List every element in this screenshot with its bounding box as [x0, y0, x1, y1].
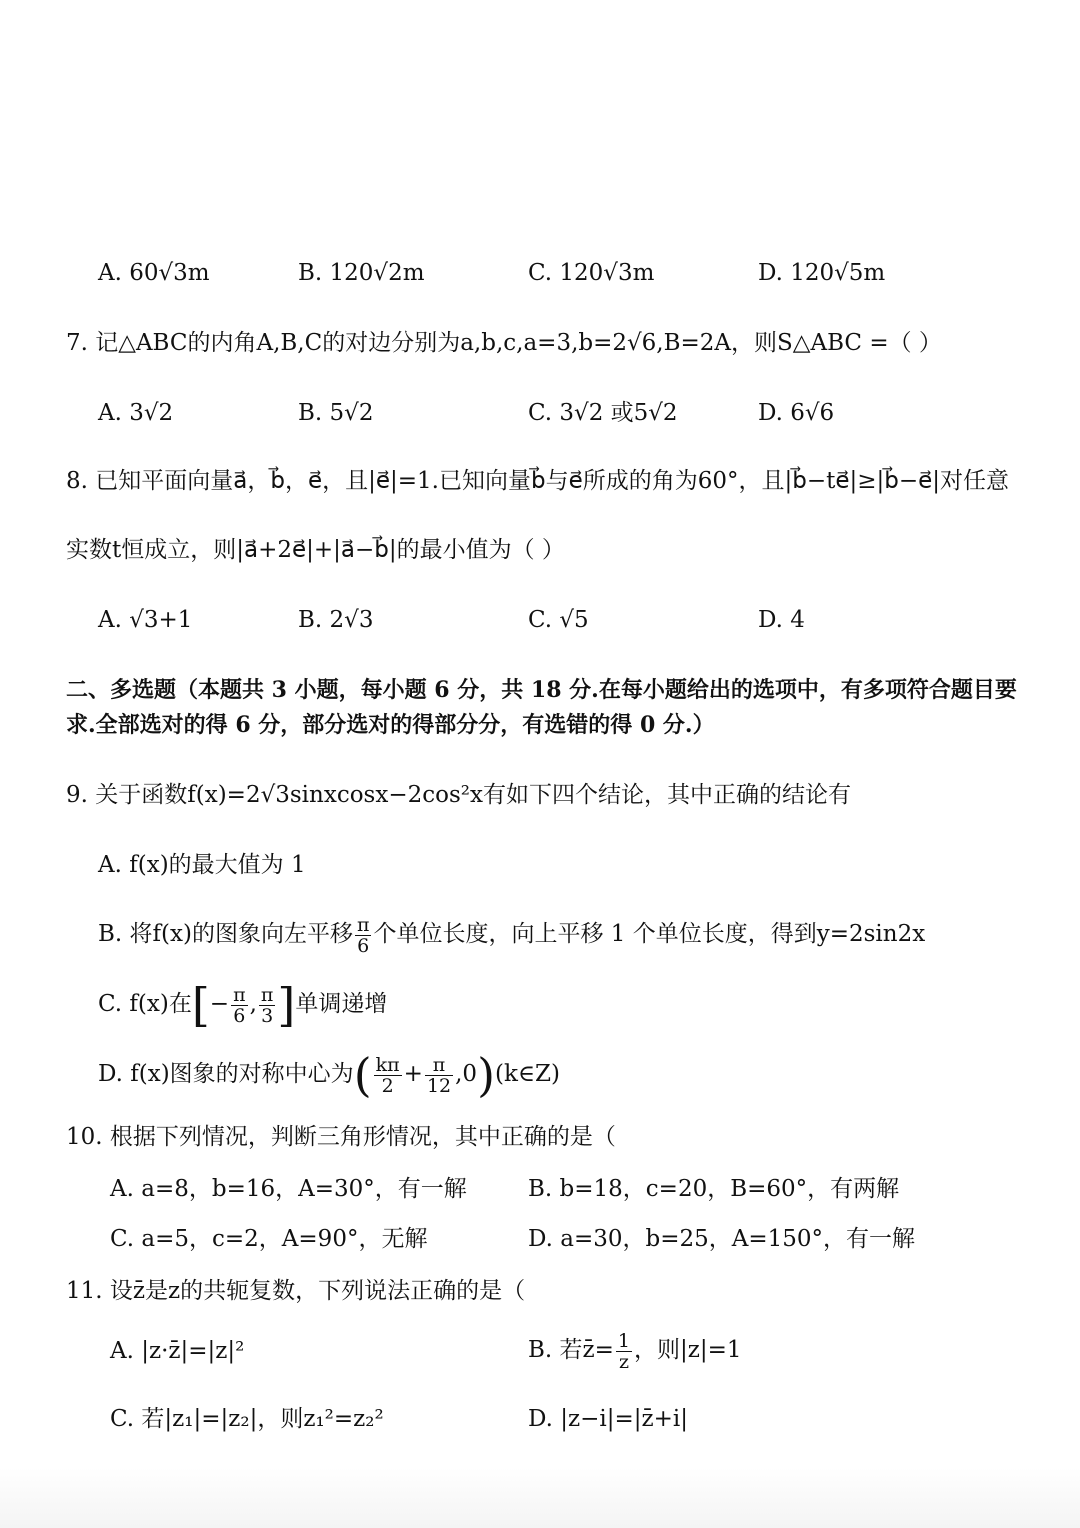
- q6-option-a: A. 60√3m: [98, 260, 210, 286]
- right-bracket: ]: [277, 978, 296, 1032]
- section2-heading-line1: 二、多选题（本题共 3 小题，每小题 6 分，共 18 分.在每小题给出的选项中，有多项符合题目要: [66, 677, 1017, 703]
- q6-option-c: C. 120√3m: [528, 260, 655, 286]
- q9-d-num2: π: [425, 1055, 453, 1076]
- q9-stem: 9. 关于函数f(x)=2√3sinxcosx−2cos²x有如下四个结论，其中正确的结论有: [66, 782, 851, 808]
- q9-c-fraction2: [259, 985, 276, 1026]
- page-bottom-edge: [0, 1468, 1080, 1528]
- left-bracket: [: [191, 978, 210, 1032]
- q11-b-pre: B. 若z̄=: [528, 1337, 614, 1363]
- q9-d-plus: +: [403, 1061, 423, 1087]
- q11-b-num: 1: [617, 1329, 631, 1352]
- q9-d-fraction2: [425, 1055, 453, 1096]
- q11-b-fraction: [616, 1331, 632, 1372]
- q7-option-c: C. 3√2 或5√2: [528, 400, 678, 426]
- q9-c-comma: ,: [249, 991, 257, 1017]
- q8-option-c: C. √5: [528, 607, 589, 633]
- q10-option-c: C. a=5，c=2，A=90°，无解: [110, 1226, 428, 1252]
- q9-c-minus: −: [209, 991, 230, 1017]
- q9-d-fraction1: [374, 1055, 402, 1096]
- right-paren: ): [477, 1048, 496, 1102]
- q9-c-num1: π: [233, 983, 246, 1006]
- q11-option-b: [528, 1328, 742, 1372]
- q9-d-num1: kπ: [375, 1053, 400, 1076]
- q9-c-den1: 6: [233, 1004, 246, 1027]
- q9-d-den1: 2: [381, 1074, 394, 1097]
- q9-c-pre: C. f(x)在: [98, 991, 192, 1017]
- q9-b-pre: B. 将f(x)的图象向左平移: [98, 921, 353, 947]
- q9-c-fraction1: [231, 985, 248, 1026]
- q11-b-post: ，则|z|=1: [634, 1337, 742, 1363]
- q7-option-a: A. 3√2: [98, 400, 174, 426]
- q7-option-b: B. 5√2: [298, 400, 374, 426]
- q9-option-d: [98, 1048, 560, 1102]
- q9-d-zero: ,0: [455, 1061, 478, 1087]
- q9-c-post: 单调递增: [295, 991, 388, 1017]
- q11-option-a: A. |z·z̄|=|z|²: [110, 1338, 245, 1364]
- q8-option-a: A. √3+1: [98, 607, 193, 633]
- q9-b-fraction: [355, 915, 372, 956]
- q9-c-num2: π: [260, 983, 274, 1006]
- q8-option-d: D. 4: [758, 607, 805, 633]
- q11-b-den: z: [618, 1350, 629, 1373]
- q7-stem: 7. 记△ABC的内角A,B,C的对边分别为a,b,c,a=3,b=2√6,B=2A，则S△ABC =（ ）: [66, 330, 942, 356]
- q9-d-post: (k∈Z): [495, 1061, 560, 1087]
- q8-stem-line1: 8. 已知平面向量a⃗，b⃗，e⃗，且|e⃗|=1.已知向量b⃗与e⃗所成的角为60°，且|b⃗−te⃗|≥|b⃗−e⃗|对任意: [66, 468, 1010, 494]
- q6-option-b: B. 120√2m: [298, 260, 425, 286]
- q9-b-den: 6: [357, 934, 370, 957]
- section2-heading-line2: 求.全部选对的得 6 分，部分选对的得部分分，有选错的得 0 分.）: [66, 712, 715, 738]
- q9-d-pre: D. f(x)图象的对称中心为: [98, 1061, 354, 1087]
- q7-option-d: D. 6√6: [758, 400, 835, 426]
- left-paren: (: [353, 1048, 372, 1102]
- q9-b-num: π: [356, 913, 370, 936]
- q6-option-d: D. 120√5m: [758, 260, 886, 286]
- q11-option-d: D. |z−i|=|z̄+i|: [528, 1406, 689, 1432]
- q9-b-post: 个单位长度，向上平移 1 个单位长度，得到y=2sin2x: [373, 921, 926, 947]
- q10-option-a: A. a=8，b=16，A=30°，有一解: [110, 1176, 467, 1202]
- q9-d-den2: 12: [426, 1074, 452, 1097]
- q9-option-c: [98, 978, 388, 1032]
- q11-option-c: C. 若|z₁|=|z₂|，则z₁²=z₂²: [110, 1406, 384, 1432]
- q10-stem: 10. 根据下列情况，判断三角形情况，其中正确的是（: [66, 1124, 616, 1150]
- q11-stem: 11. 设z̄是z的共轭复数，下列说法正确的是（: [66, 1278, 526, 1304]
- q8-option-b: B. 2√3: [298, 607, 374, 633]
- q9-option-a: A. f(x)的最大值为 1: [98, 852, 306, 878]
- q10-option-d: D. a=30，b=25，A=150°，有一解: [528, 1226, 916, 1252]
- q9-c-den2: 3: [261, 1004, 274, 1027]
- q10-option-b: B. b=18，c=20，B=60°，有两解: [528, 1176, 900, 1202]
- q8-stem-line2: 实数t恒成立，则|a⃗+2e⃗|+|a⃗−b⃗|的最小值为（ ）: [66, 537, 565, 563]
- q9-option-b: [98, 912, 925, 956]
